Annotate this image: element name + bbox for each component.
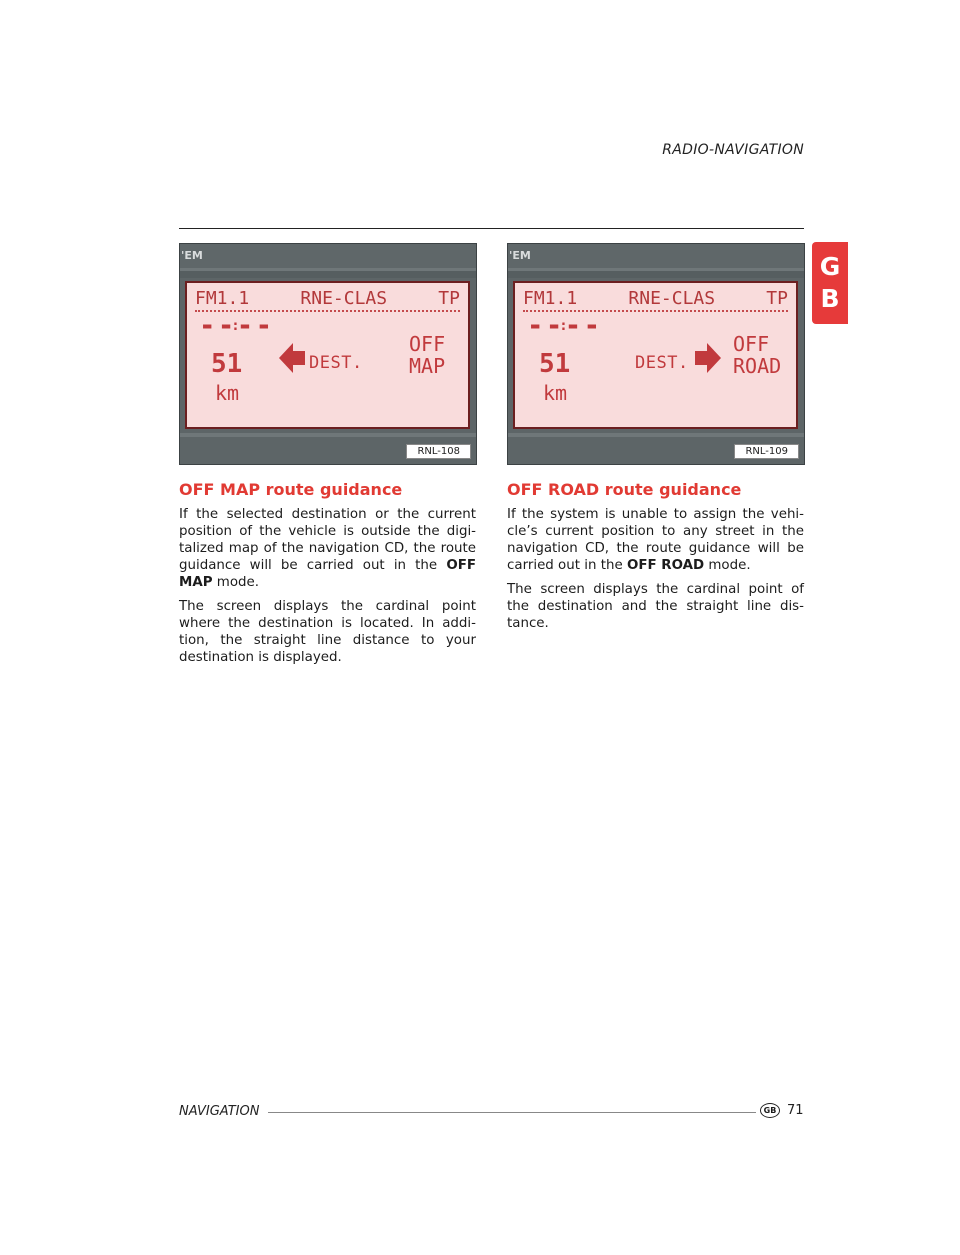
paragraph: The screen displays the cardinal point where the destination is located. In addi-tion, the straight line distance to your destination is displayed. (179, 599, 476, 665)
figure-band-text: 'EM (509, 249, 531, 262)
lcd-station-name: RNE-CLAS (300, 287, 388, 309)
paragraph (507, 506, 804, 574)
lcd-mode (733, 333, 781, 377)
figure-off-road (507, 243, 805, 465)
figure-band (508, 271, 804, 278)
lcd-station: FM1.1 (195, 287, 250, 309)
paragraph-text: If the system is unable to assign the vehi-cle’s current position to any street in the navigation CD, the route guidance will be carried out in the (507, 507, 804, 573)
lcd-mode-line-1: OFF (409, 332, 446, 356)
lcd-top-row (195, 286, 460, 310)
paragraph-text: If the selected destination or the current position of the vehicle is outside the digi-talized map of the navigation CD, the route guidance will be carried out in the (179, 507, 476, 573)
gb-badge-icon: GB (760, 1103, 780, 1118)
lcd-mode-line-2: MAP (409, 354, 446, 378)
lcd-screen (513, 281, 798, 429)
lcd-dest: DEST. (635, 353, 689, 373)
paragraph: The screen displays the cardinal point of the destination and the straight line dis-tance. (507, 582, 804, 631)
lcd-tp: TP (438, 287, 460, 309)
paragraph-text: mode. (212, 575, 260, 590)
figure-bottom-stripe (180, 433, 476, 437)
lcd-distance: 51 (539, 349, 571, 379)
footer-section-name: NAVIGATION (179, 1104, 260, 1119)
lcd-unit: km (215, 381, 240, 405)
figure-label: RNL-109 (734, 444, 799, 459)
paragraph (179, 506, 476, 591)
figure-bottom-stripe (508, 433, 804, 437)
figure-band-text: 'EM (181, 249, 203, 262)
section-body-off-road (507, 506, 804, 639)
lcd-station: FM1.1 (523, 287, 578, 309)
section-heading-off-map: OFF MAP route guidance (179, 480, 403, 499)
lcd-dest: DEST. (309, 353, 363, 373)
figure-top-band (508, 244, 804, 271)
lcd-screen (185, 281, 470, 429)
figure-band (180, 271, 476, 278)
lcd-mode-line-2: ROAD (733, 354, 782, 378)
lcd-mode (409, 333, 445, 377)
lcd-top-row (523, 286, 788, 310)
lcd-tp: TP (766, 287, 788, 309)
lcd-mode-line-1: OFF (733, 332, 770, 356)
mode-name: OFF MAP (179, 558, 476, 590)
arrow-left-icon (279, 341, 305, 375)
figure-label: RNL-108 (406, 444, 471, 459)
lcd-station-name: RNE-CLAS (628, 287, 716, 309)
lcd-divider (523, 310, 788, 312)
page-number: 71 (787, 1103, 804, 1118)
mode-name: OFF ROAD (626, 558, 705, 573)
lcd-distance: 51 (211, 349, 243, 379)
figure-top-band (180, 244, 476, 271)
lcd-time: ▬ ▬:▬ ▬ (531, 318, 598, 334)
section-body-off-map (179, 506, 476, 673)
language-tab (812, 242, 848, 324)
page-header-title: RADIO-NAVIGATION (662, 142, 804, 158)
lcd-time: ▬ ▬:▬ ▬ (203, 318, 270, 334)
language-tab-letter-1: G (819, 252, 841, 281)
lcd-divider (195, 310, 460, 312)
language-tab-letter-2: B (820, 284, 840, 313)
lcd-unit: km (543, 381, 568, 405)
arrow-right-icon (695, 341, 721, 375)
section-heading-off-road: OFF ROAD route guidance (507, 480, 742, 499)
footer-rule (268, 1112, 756, 1113)
paragraph-text: mode. (704, 558, 751, 573)
figure-off-map (179, 243, 477, 465)
header-rule (179, 228, 804, 229)
